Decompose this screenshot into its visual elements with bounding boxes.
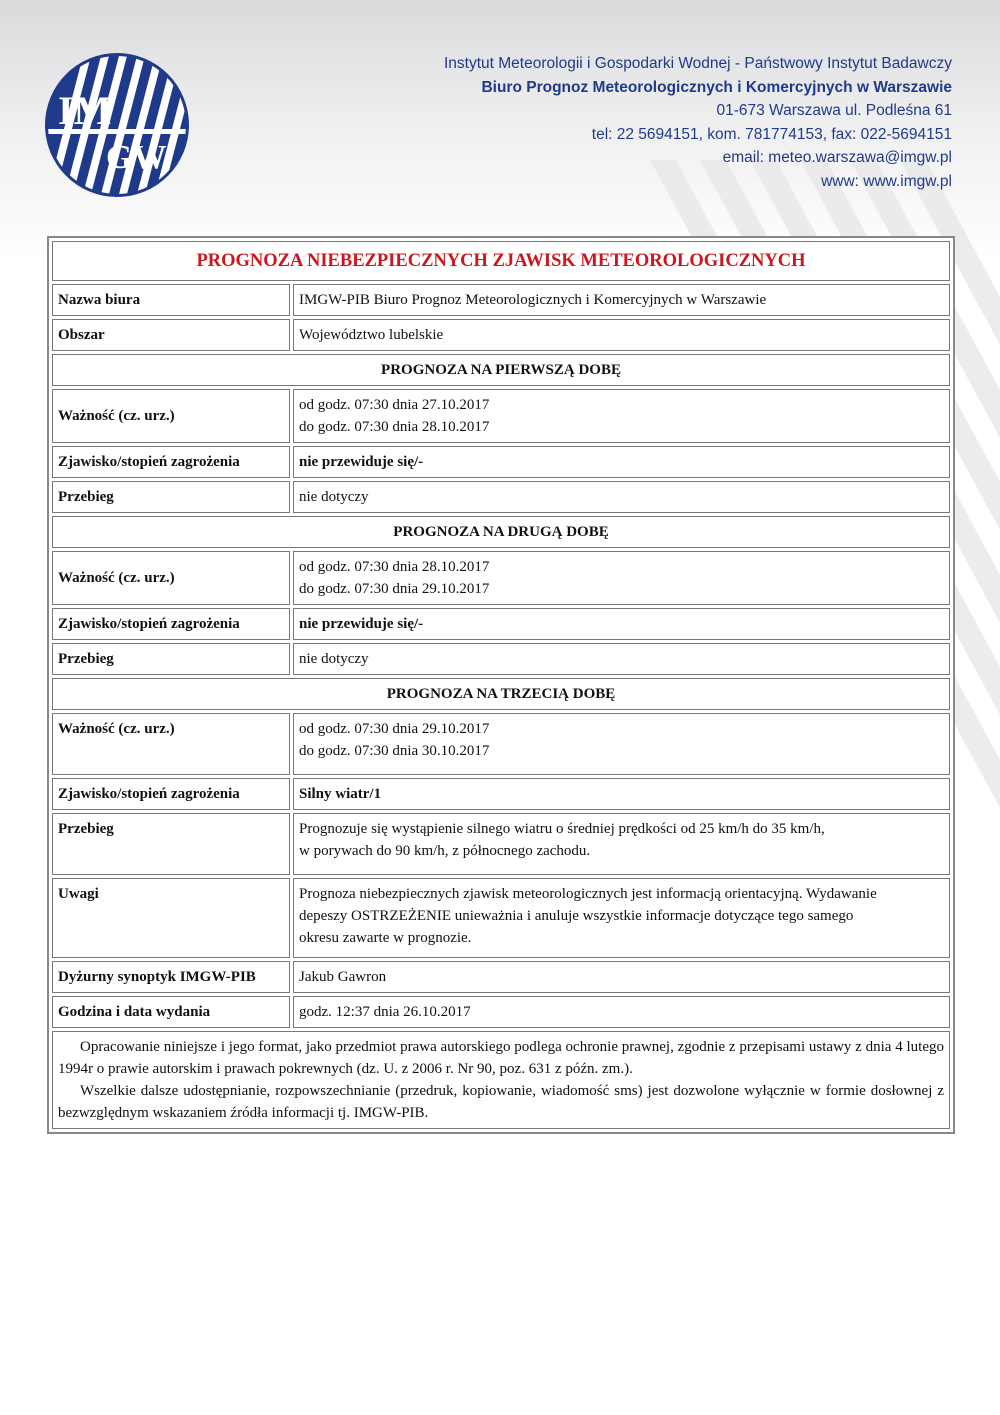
area-label: Obszar <box>52 319 290 351</box>
svg-text:IM: IM <box>58 88 112 133</box>
area-row <box>52 319 950 351</box>
phenomenon-value: nie przewiduje się/- <box>293 446 950 478</box>
validity-to: do godz. 07:30 dnia 28.10.2017 <box>299 419 490 435</box>
remarks-label: Uwagi <box>52 878 290 958</box>
address: 01-673 Warszawa ul. Podleśna 61 <box>716 102 952 119</box>
validity-label: Ważność (cz. urz.) <box>52 551 290 605</box>
day1-heading: PROGNOZA NA PIERWSZĄ DOBĘ <box>52 354 950 386</box>
remarks-line-3: okresu zawarte w prognozie. <box>299 930 472 946</box>
remarks-line-2: depeszy OSTRZEŻENIE unieważnia i anuluje wszystkie informacje dotyczące tego samego <box>299 908 854 924</box>
validity-label: Ważność (cz. urz.) <box>52 389 290 443</box>
day1-phenomenon-row <box>52 446 950 478</box>
forecast-table <box>47 236 955 1134</box>
website: www: www.imgw.pl <box>821 172 952 190</box>
forecaster-row <box>52 961 950 993</box>
area-value: Województwo lubelskie <box>293 319 950 351</box>
spacer <box>299 762 944 770</box>
copyright-row <box>52 1031 950 1129</box>
phenomenon-value: nie przewiduje się/- <box>293 608 950 640</box>
phone-fax: tel: 22 5694151, kom. 781774153, fax: 022-5694151 <box>591 125 952 143</box>
day3-heading: PROGNOZA NA TRZECIĄ DOBĘ <box>52 678 950 710</box>
email: email: meteo.warszawa@imgw.pl <box>722 149 952 166</box>
day1-validity-row <box>52 389 950 443</box>
forecaster-label: Dyżurny synoptyk IMGW-PIB <box>52 961 290 993</box>
course-label: Przebieg <box>52 813 290 875</box>
course-label: Przebieg <box>52 643 290 675</box>
copyright-paragraph-1: Opracowanie niniejsze i jego format, jako przedmiot prawa autorskiego podlega ochronie prawnej, zgodnie z przepisami ustawy z dnia 4 lutego 1994r o prawie autorskim i prawach pokrewnych (dz. U. z 2006 r. Nr 90, poz. 631 z późn. zm.). <box>58 1039 944 1077</box>
institute-name: Instytut Meteorologii i Gospodarki Wodnej - Państwowy Instytut Badawczy <box>444 55 952 72</box>
day1-course-row <box>52 481 950 513</box>
validity-from: od godz. 07:30 dnia 29.10.2017 <box>299 721 490 737</box>
validity-value <box>293 389 950 443</box>
svg-text:GW: GW <box>106 139 167 176</box>
day2-validity-row <box>52 551 950 605</box>
issued-label: Godzina i data wydania <box>52 996 290 1028</box>
day2-heading: PROGNOZA NA DRUGĄ DOBĘ <box>52 516 950 548</box>
course-value: nie dotyczy <box>293 643 950 675</box>
remarks-row <box>52 878 950 958</box>
validity-to: do godz. 07:30 dnia 30.10.2017 <box>299 743 490 759</box>
day3-course-row <box>52 813 950 875</box>
spacer <box>299 862 944 870</box>
validity-to: do godz. 07:30 dnia 29.10.2017 <box>299 581 490 597</box>
phenomenon-label: Zjawisko/stopień zagrożenia <box>52 778 290 810</box>
phenomenon-label: Zjawisko/stopień zagrożenia <box>52 446 290 478</box>
validity-from: od godz. 07:30 dnia 28.10.2017 <box>299 559 490 575</box>
course-line-2: w porywach do 90 km/h, z północnego zachodu. <box>299 843 591 859</box>
day3-validity-row <box>52 713 950 775</box>
document-title: PROGNOZA NIEBEZPIECZNYCH ZJAWISK METEOROLOGICZNYCH <box>52 241 950 281</box>
spacer <box>299 949 944 953</box>
phenomenon-label: Zjawisko/stopień zagrożenia <box>52 608 290 640</box>
course-value <box>293 813 950 875</box>
office-row <box>52 284 950 316</box>
course-label: Przebieg <box>52 481 290 513</box>
validity-value <box>293 551 950 605</box>
copyright-notice <box>52 1031 950 1129</box>
remarks-value <box>293 878 950 958</box>
course-line-1: Prognozuje się wystąpienie silnego wiatru o średniej prędkości od 25 km/h do 35 km/h, <box>299 821 825 837</box>
validity-from: od godz. 07:30 dnia 27.10.2017 <box>299 397 490 413</box>
institute-header <box>444 52 952 193</box>
bureau-name: Biuro Prognoz Meteorologicznych i Komercyjnych w Warszawie <box>481 78 952 96</box>
validity-value <box>293 713 950 775</box>
day3-phenomenon-row <box>52 778 950 810</box>
day2-course-row <box>52 643 950 675</box>
validity-label: Ważność (cz. urz.) <box>52 713 290 775</box>
forecaster-value: Jakub Gawron <box>293 961 950 993</box>
issued-value: godz. 12:37 dnia 26.10.2017 <box>293 996 950 1028</box>
remarks-line-1: Prognoza niebezpiecznych zjawisk meteorologicznych jest informacją orientacyjną. Wydawanie <box>299 886 877 902</box>
copyright-paragraph-2: Wszelkie dalsze udostępnianie, rozpowszechnianie (przedruk, kopiowanie, wiadomość sms) jest dozwolone wyłącznie w formie dosłownej z bezwzględnym wskazaniem źródła informacji tj. IMGW-PIB. <box>58 1083 944 1121</box>
imgw-logo <box>44 52 190 198</box>
day2-phenomenon-row <box>52 608 950 640</box>
issued-row <box>52 996 950 1028</box>
course-value: nie dotyczy <box>293 481 950 513</box>
office-label: Nazwa biura <box>52 284 290 316</box>
office-value: IMGW-PIB Biuro Prognoz Meteorologicznych i Komercyjnych w Warszawie <box>293 284 950 316</box>
phenomenon-value: Silny wiatr/1 <box>293 778 950 810</box>
